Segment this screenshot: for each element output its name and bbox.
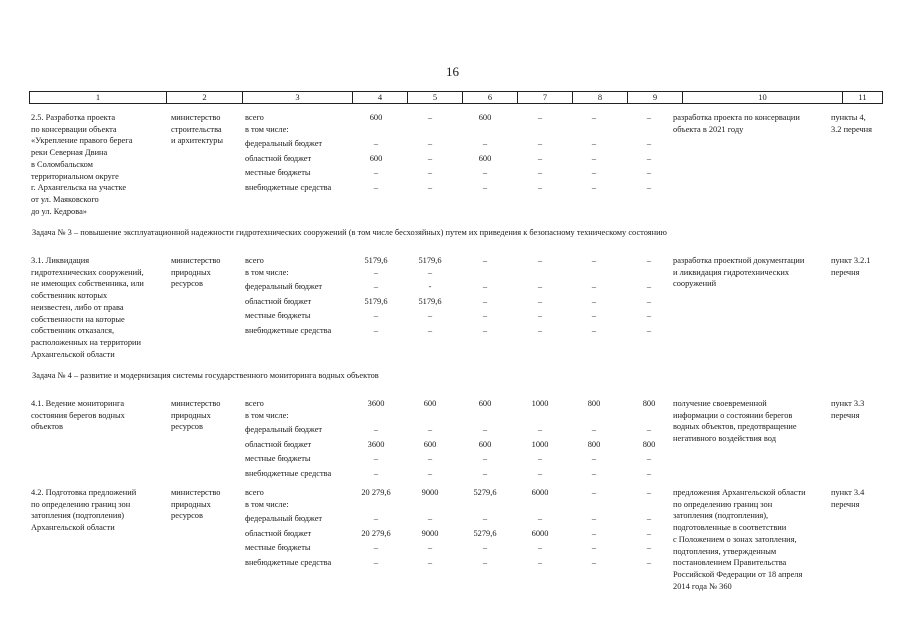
row-value-cell: – bbox=[537, 153, 543, 163]
row-value-cell: – bbox=[591, 557, 597, 567]
row-value-cell: – bbox=[591, 182, 597, 192]
row-value-cell: – bbox=[537, 311, 543, 320]
row-value-cell: 5179,6 bbox=[418, 256, 442, 265]
row-value-cell: – bbox=[427, 543, 433, 552]
row-name-line: территориальном округе bbox=[31, 171, 119, 181]
row-name-line: расположенных на территории bbox=[31, 337, 142, 347]
row-name-line: по консервации объекта bbox=[31, 124, 117, 134]
row-value-cell: – bbox=[591, 282, 597, 291]
row-value-cell: – bbox=[537, 543, 543, 552]
row-source-label: федеральный бюджет bbox=[245, 425, 323, 434]
row-value-cell: – bbox=[482, 425, 488, 434]
row-name-line: неизвестен, либо от права bbox=[31, 302, 124, 312]
row-executor-line: ресурсов bbox=[171, 279, 203, 289]
row-item-line: перечня bbox=[831, 499, 860, 509]
row-executor-line: природных bbox=[171, 410, 211, 420]
row-value-cell: – bbox=[482, 325, 488, 335]
row-value-cell: 20 279,6 bbox=[361, 528, 391, 538]
row-executor-line: природных bbox=[171, 267, 211, 277]
row-source-label: местные бюджеты bbox=[245, 311, 311, 320]
row-name-line: 4.1. Ведение мониторинга bbox=[31, 399, 125, 408]
row-value-cell: – bbox=[646, 139, 652, 148]
row-value-cell: – bbox=[646, 543, 652, 552]
row-result-line: и ликвидация гидротехнических bbox=[673, 267, 790, 277]
row-name-line: от ул. Маяковского bbox=[31, 194, 99, 204]
row-item-line: перечня bbox=[831, 410, 860, 420]
row-source-label: всего bbox=[245, 488, 264, 497]
row-item-line: пункты 4, bbox=[831, 113, 866, 122]
row-value-cell: – bbox=[482, 139, 488, 148]
row-source-label: внебюджетные средства bbox=[245, 325, 332, 335]
row-value-cell: – bbox=[537, 282, 543, 291]
row-result-line: 2014 года № 360 bbox=[673, 581, 732, 591]
row-value-cell: – bbox=[646, 425, 652, 434]
row-value-cell: – bbox=[373, 454, 379, 463]
row-value-cell: – bbox=[646, 454, 652, 463]
row-executor-line: министерство bbox=[171, 113, 221, 122]
row-value-cell: – bbox=[482, 168, 488, 177]
row-source-label: местные бюджеты bbox=[245, 543, 311, 552]
row-source-label: областной бюджет bbox=[245, 153, 312, 163]
row-value-cell: – bbox=[591, 256, 597, 265]
row-name-line: «Укрепление правого берега bbox=[31, 136, 133, 146]
row-value-cell: – bbox=[646, 514, 652, 523]
row-value-cell: – bbox=[537, 425, 543, 434]
row-name-line: гидротехнических сооружений, bbox=[31, 267, 144, 277]
row-item-line: пункт 3.3 bbox=[831, 399, 865, 408]
row-value-cell: – bbox=[427, 168, 433, 177]
row-value-cell: – bbox=[646, 168, 652, 177]
row-source-label: местные бюджеты bbox=[245, 454, 311, 463]
row-value-cell: 6000 bbox=[531, 528, 549, 538]
row-value-cell: – bbox=[591, 296, 597, 306]
row-value-cell: – bbox=[427, 267, 433, 277]
row-item-line: 3.2 перечня bbox=[831, 124, 873, 134]
row-value-cell: – bbox=[427, 139, 433, 148]
header-cell-6: 6 bbox=[463, 92, 518, 103]
row-name-line: реки Северная Двина bbox=[31, 148, 108, 158]
row-source-label: всего bbox=[245, 113, 264, 122]
row-value-cell: – bbox=[373, 468, 379, 478]
row-source-label: федеральный бюджет bbox=[245, 282, 323, 291]
row-value-cell: 5179,6 bbox=[364, 296, 388, 306]
row-executor-line: министерство bbox=[171, 399, 221, 408]
row-result-line: предложения Архангельской области bbox=[673, 488, 806, 497]
header-cell-2: 2 bbox=[167, 92, 243, 103]
row-result-line: объекта в 2021 году bbox=[673, 124, 744, 134]
row-source-label: внебюджетные средства bbox=[245, 557, 332, 567]
row-value-cell: – bbox=[537, 139, 543, 148]
row-executor-line: ресурсов bbox=[171, 422, 203, 432]
row-value-cell: 800 bbox=[642, 399, 656, 408]
row-source-label: в том числе: bbox=[245, 267, 289, 277]
row-value-cell: – bbox=[373, 557, 379, 567]
row-name-line: затопления (подтопления) bbox=[31, 511, 125, 521]
page-number: 16 bbox=[446, 64, 459, 79]
row-result-line: подтопления, утвержденным bbox=[673, 546, 777, 556]
row-value-cell: – bbox=[373, 267, 379, 277]
row-value-cell: – bbox=[482, 182, 488, 192]
row-value-cell: – bbox=[591, 514, 597, 523]
row-source-label: местные бюджеты bbox=[245, 168, 311, 177]
row-name-line: 3.1. Ликвидация bbox=[31, 256, 90, 265]
row-value-cell: – bbox=[373, 543, 379, 552]
row-value-cell: – bbox=[373, 425, 379, 434]
row-value-cell: – bbox=[591, 139, 597, 148]
row-value-cell: – bbox=[646, 296, 652, 306]
row-executor-line: министерство bbox=[171, 256, 221, 265]
row-value-cell: – bbox=[591, 425, 597, 434]
row-value-cell: – bbox=[646, 468, 652, 478]
row-value-cell: – bbox=[482, 296, 488, 306]
row-executor-line: строительства bbox=[171, 124, 222, 134]
row-name-line: Архангельской области bbox=[31, 349, 115, 359]
row-name-line: до ул. Кедрова» bbox=[31, 206, 87, 216]
row-value-cell: 5179,6 bbox=[418, 296, 442, 306]
row-value-cell: – bbox=[482, 514, 488, 523]
row-value-cell: – bbox=[537, 113, 543, 122]
row-value-cell: – bbox=[482, 468, 488, 478]
row-value-cell: – bbox=[537, 514, 543, 523]
row-value-cell: 1000 bbox=[531, 399, 549, 408]
row-value-cell: – bbox=[591, 325, 597, 335]
row-value-cell: – bbox=[427, 113, 433, 122]
row-value-cell: 600 bbox=[478, 113, 492, 122]
row-result-line: разработка проекта по консервации bbox=[673, 113, 800, 122]
row-name-line: 2.5. Разработка проекта bbox=[31, 113, 116, 122]
row-executor-line: ресурсов bbox=[171, 511, 203, 521]
row-result-line: Российской Федерации от 18 апреля bbox=[673, 569, 803, 579]
row-result-line: затопления (подтопления), bbox=[673, 511, 769, 521]
row-value-cell: 800 bbox=[642, 439, 656, 449]
row-value-cell: – bbox=[646, 282, 652, 291]
row-name-line: г. Архангельска на участке bbox=[31, 183, 127, 193]
row-value-cell: – bbox=[373, 325, 379, 335]
row-name-line: 4.2. Подготовка предложений bbox=[31, 488, 137, 497]
row-item-line: пункт 3.4 bbox=[831, 488, 865, 497]
row-value-cell: 600 bbox=[369, 153, 383, 163]
row-value-cell: – bbox=[537, 182, 543, 192]
row-value-cell: – bbox=[646, 528, 652, 538]
row-value-cell: – bbox=[646, 311, 652, 320]
row-value-cell: – bbox=[591, 113, 597, 122]
row-executor-line: министерство bbox=[171, 488, 221, 497]
row-value-cell: 6000 bbox=[531, 488, 549, 497]
row-value-cell: – bbox=[482, 311, 488, 320]
row-value-cell: – bbox=[373, 182, 379, 192]
row-value-cell: 5279,6 bbox=[473, 528, 497, 538]
header-cell-3: 3 bbox=[243, 92, 353, 103]
row-source-label: всего bbox=[245, 399, 264, 408]
row-value-cell: – bbox=[427, 468, 433, 478]
row-value-cell: – bbox=[427, 311, 433, 320]
row-value-cell: 600 bbox=[423, 439, 437, 449]
row-value-cell: – bbox=[537, 557, 543, 567]
task-heading: Задача № 3 – повышение эксплуатационной надежности гидротехнических сооружений (в том числе бесхозяйных) путем их приведения к безопасному техническому состоянию bbox=[32, 228, 667, 237]
row-result-line: информации о состоянии берегов bbox=[673, 410, 793, 420]
row-value-cell: – bbox=[427, 514, 433, 523]
row-value-cell: – bbox=[427, 153, 433, 163]
row-value-cell: – bbox=[373, 168, 379, 177]
row-value-cell: 3600 bbox=[367, 399, 385, 408]
row-value-cell: – bbox=[591, 488, 597, 497]
row-value-cell: 3600 bbox=[367, 439, 385, 449]
row-value-cell: – bbox=[646, 113, 652, 122]
header-cell-11: 11 bbox=[858, 92, 867, 102]
row-value-cell: – bbox=[427, 425, 433, 434]
row-value-cell: – bbox=[482, 454, 488, 463]
row-value-cell: – bbox=[537, 468, 543, 478]
row-name-line: собственник отказался, bbox=[31, 326, 115, 336]
row-value-cell: – bbox=[591, 454, 597, 463]
row-item-line: перечня bbox=[831, 267, 860, 277]
row-result-line: сооружений bbox=[673, 279, 717, 289]
row-value-cell: – bbox=[537, 296, 543, 306]
row-value-cell: 600 bbox=[423, 399, 437, 408]
row-value-cell: – bbox=[537, 168, 543, 177]
row-name-line: объектов bbox=[31, 422, 63, 432]
row-value-cell: – bbox=[427, 557, 433, 567]
row-name-line: в Соломбальском bbox=[31, 159, 93, 169]
row-value-cell: – bbox=[537, 256, 543, 265]
row-source-label: областной бюджет bbox=[245, 439, 312, 449]
row-value-cell: – bbox=[373, 139, 379, 148]
row-source-label: в том числе: bbox=[245, 410, 289, 420]
row-value-cell: 5179,6 bbox=[364, 256, 388, 265]
row-name-line: Архангельской области bbox=[31, 523, 115, 533]
row-value-cell: – bbox=[646, 488, 652, 497]
row-value-cell: – bbox=[482, 256, 488, 265]
row-value-cell: 800 bbox=[587, 399, 601, 408]
row-value-cell: 600 bbox=[478, 153, 492, 163]
row-value-cell: – bbox=[591, 528, 597, 538]
row-value-cell: 5279,6 bbox=[473, 488, 497, 497]
row-value-cell: – bbox=[591, 468, 597, 478]
row-result-line: негативного воздействия вод bbox=[673, 434, 776, 444]
row-value-cell: – bbox=[646, 325, 652, 335]
row-value-cell: 600 bbox=[478, 399, 492, 408]
row-result-line: получение своевременной bbox=[673, 399, 767, 408]
row-source-label: федеральный бюджет bbox=[245, 514, 323, 523]
row-value-cell: 9000 bbox=[421, 528, 439, 538]
table-header bbox=[29, 91, 883, 104]
row-name-line: состояния берегов водных bbox=[31, 410, 125, 420]
row-source-label: в том числе: bbox=[245, 124, 289, 134]
header-cell-5: 5 bbox=[408, 92, 463, 103]
row-value-cell: – bbox=[482, 282, 488, 291]
row-value-cell: – bbox=[591, 311, 597, 320]
row-value-cell: 600 bbox=[478, 439, 492, 449]
row-result-line: водных объектов, предотвращение bbox=[673, 422, 797, 432]
row-value-cell: 600 bbox=[369, 113, 383, 122]
row-value-cell: – bbox=[373, 514, 379, 523]
header-cell-8: 8 bbox=[573, 92, 628, 103]
row-value-cell: – bbox=[646, 153, 652, 163]
row-result-line: с Положением о зонах затопления, bbox=[673, 534, 797, 544]
row-value-cell: – bbox=[591, 153, 597, 163]
row-value-cell: 1000 bbox=[531, 439, 549, 449]
row-source-label: федеральный бюджет bbox=[245, 139, 323, 148]
row-executor-line: и архитектуры bbox=[171, 136, 224, 146]
header-cell-4: 4 bbox=[353, 92, 408, 103]
row-value-cell: – bbox=[537, 454, 543, 463]
row-name-line: собственник которых bbox=[31, 291, 108, 301]
header-cell-9: 9 bbox=[628, 92, 683, 103]
row-item-line: пункт 3.2.1 bbox=[831, 256, 871, 265]
row-source-label: в том числе: bbox=[245, 499, 289, 509]
row-value-cell: – bbox=[373, 282, 379, 291]
row-value-cell: 800 bbox=[587, 439, 601, 449]
row-source-label: областной бюджет bbox=[245, 528, 312, 538]
row-value-cell: – bbox=[482, 543, 488, 552]
row-value-cell: - bbox=[428, 282, 432, 291]
row-name-line: не имеющих собственника, или bbox=[31, 279, 144, 289]
row-value-cell: 9000 bbox=[421, 488, 439, 497]
row-source-label: внебюджетные средства bbox=[245, 182, 332, 192]
header-cell-1: 1 bbox=[30, 92, 167, 103]
row-value-cell: – bbox=[591, 543, 597, 552]
row-executor-line: природных bbox=[171, 499, 211, 509]
task-heading: Задача № 4 – развитие и модернизация системы государственного мониторинга водных объектов bbox=[32, 371, 379, 380]
row-value-cell: – bbox=[537, 325, 543, 335]
row-value-cell: – bbox=[646, 557, 652, 567]
row-value-cell: – bbox=[646, 182, 652, 192]
row-source-label: всего bbox=[245, 256, 264, 265]
row-source-label: областной бюджет bbox=[245, 296, 312, 306]
row-name-line: собственности на которые bbox=[31, 314, 125, 324]
row-source-label: внебюджетные средства bbox=[245, 468, 332, 478]
row-value-cell: – bbox=[482, 557, 488, 567]
row-result-line: по определению границ зон bbox=[673, 499, 773, 509]
row-result-line: разработка проектной документации bbox=[673, 256, 805, 265]
row-name-line: по определению границ зон bbox=[31, 499, 131, 509]
row-result-line: постановлением Правительства bbox=[673, 558, 787, 568]
header-cell-10: 10 bbox=[683, 92, 843, 103]
row-value-cell: – bbox=[373, 311, 379, 320]
row-value-cell: – bbox=[427, 454, 433, 463]
row-value-cell: – bbox=[427, 325, 433, 335]
row-value-cell: – bbox=[591, 168, 597, 177]
row-result-line: подготовленные в соответствии bbox=[673, 523, 787, 533]
row-value-cell: – bbox=[427, 182, 433, 192]
row-value-cell: 20 279,6 bbox=[361, 488, 391, 497]
row-value-cell: – bbox=[646, 256, 652, 265]
header-cell-7: 7 bbox=[518, 92, 573, 103]
